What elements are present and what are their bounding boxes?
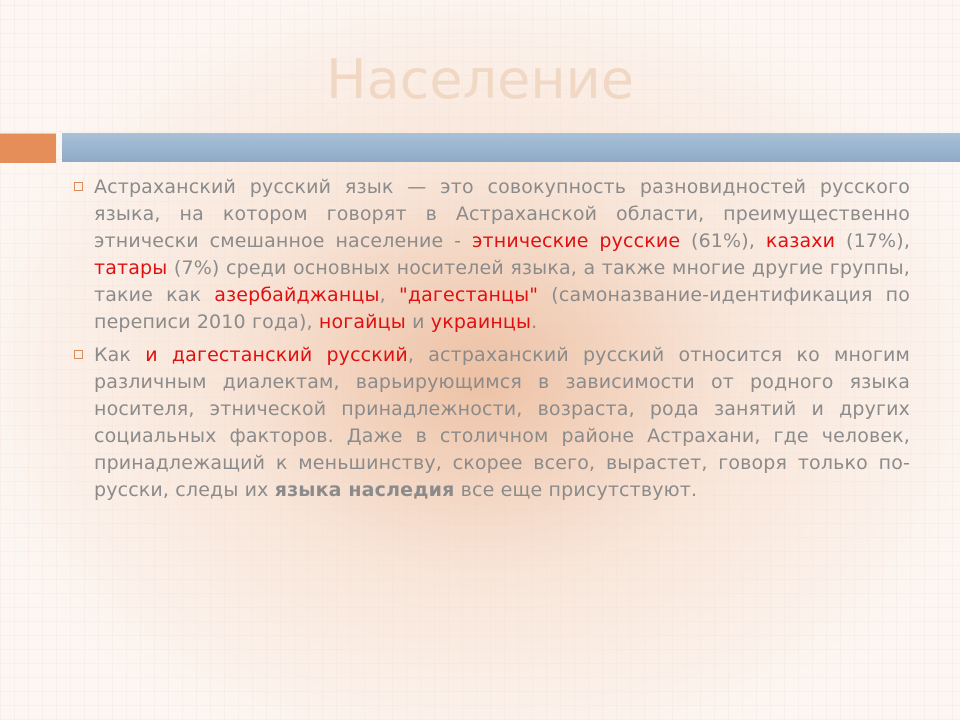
square-bullet-icon xyxy=(74,350,83,359)
highlight-segment: казахи xyxy=(765,230,836,252)
highlight-segment: этнические русские xyxy=(471,230,681,252)
accent-bar-orange xyxy=(0,133,56,163)
bold-segment: языка наследия xyxy=(274,479,455,501)
highlight-segment: и дагестанский русский xyxy=(145,344,408,366)
para-segment: , астраханский русский относится ко многим различным диалектам, варьирующимся в зависимости от родного языка носителя, этнической принадлежности, возраста, рода занятий и других социальных факторов. Даже в столичном районе Астрахани, где человек, принадлежащий к меньшинству, скорее всего, вырастет, говоря только по-русски, следы их xyxy=(94,344,911,501)
para-segment: . xyxy=(531,311,538,333)
highlight-segment: азербайджанцы xyxy=(214,284,380,306)
slide-body xyxy=(72,174,910,510)
para-segment: (61%), xyxy=(680,230,766,252)
slide-title: Население xyxy=(326,48,634,111)
bullet-paragraph-2 xyxy=(72,342,910,504)
para-segment: Астраханский русский язык — это совокупность разновидностей русского языка, на котором говорят в Астраханской области, преимущественно этнически смешанное население - xyxy=(94,176,910,252)
accent-bar-blue xyxy=(62,133,960,162)
highlight-segment: "дагестанцы" xyxy=(398,284,539,306)
para-segment: и xyxy=(405,311,431,333)
bullet-paragraph-1 xyxy=(72,174,910,336)
highlight-segment: ногайцы xyxy=(318,311,406,333)
para-segment: (самоназвание-идентификация по переписи 2010 года), xyxy=(94,284,910,333)
para-segment: , xyxy=(379,284,399,306)
highlight-segment: татары xyxy=(94,257,168,279)
para-segment: (7%) среди основных носителей языка, а также многие другие группы, такие как xyxy=(94,257,910,306)
square-bullet-icon xyxy=(74,182,83,191)
para-segment: Как xyxy=(94,344,146,366)
highlight-segment: украинцы xyxy=(430,311,532,333)
para-segment: (17%), xyxy=(835,230,911,252)
para-segment: все еще присутствуют. xyxy=(454,479,698,501)
